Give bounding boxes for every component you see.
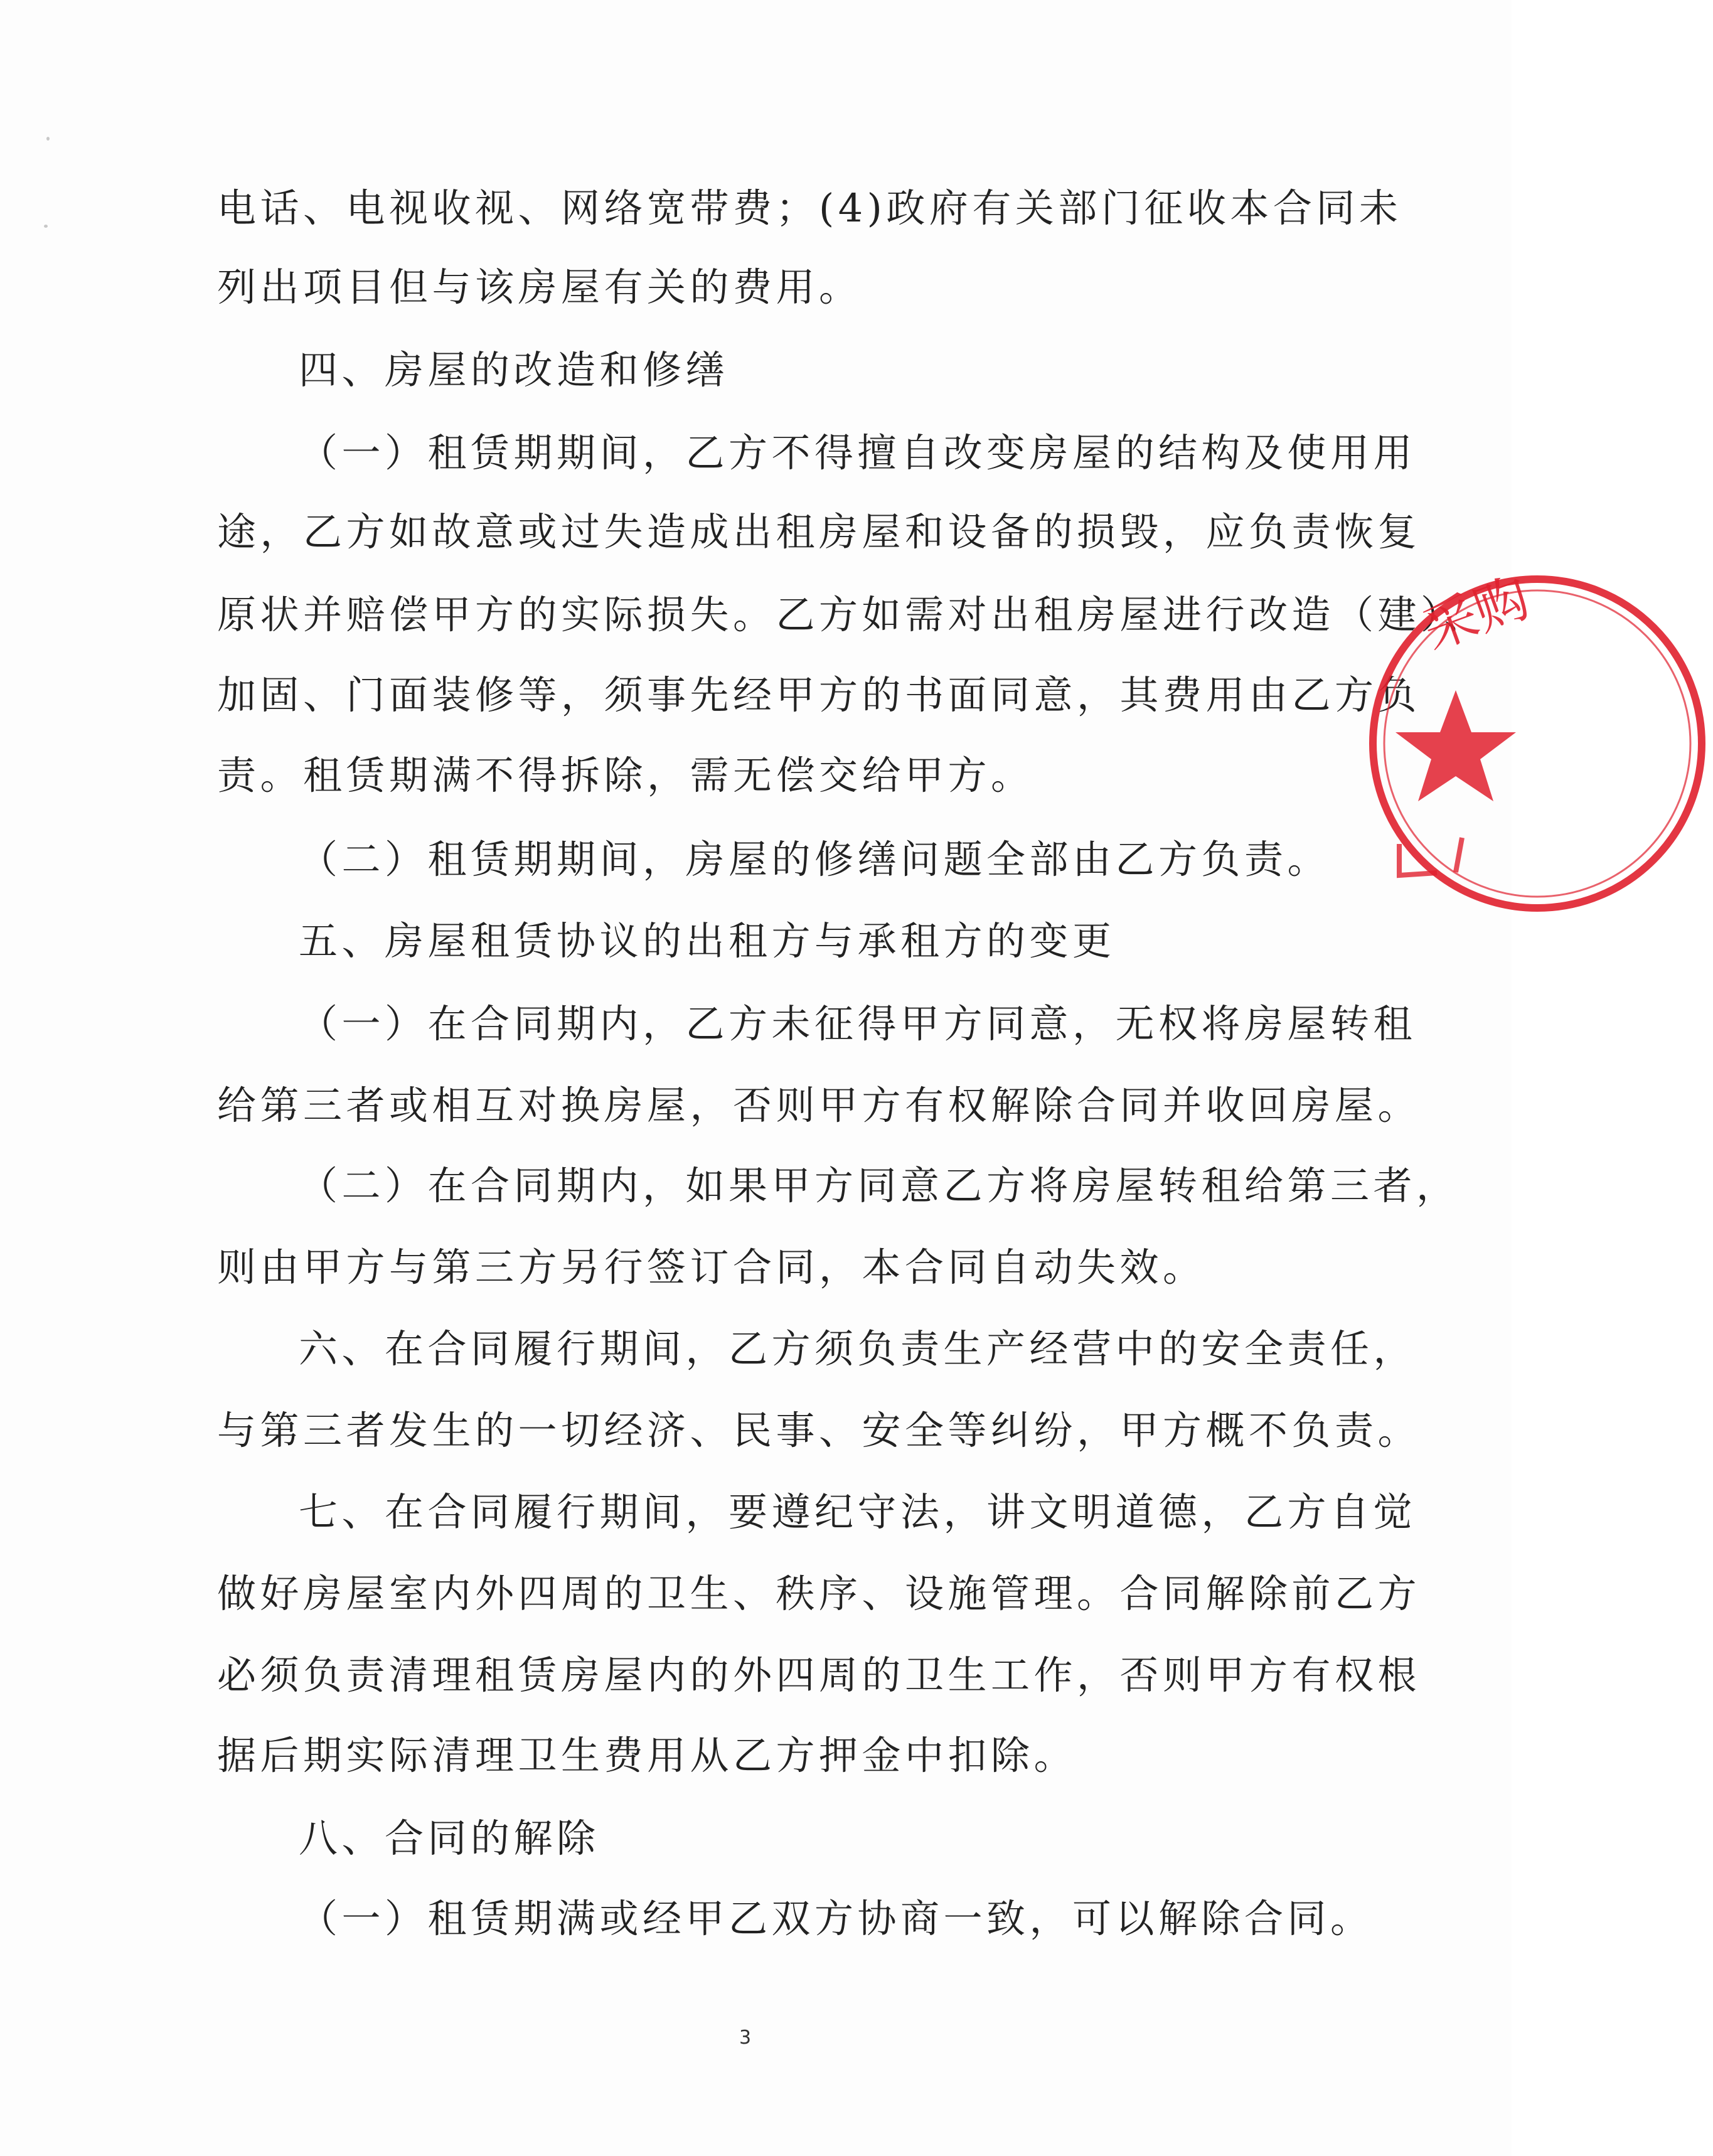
text-line: （二）租赁期期间，房屋的修缮问题全部由乙方负责。: [299, 836, 1331, 882]
scan-artifact: [46, 137, 50, 141]
section-heading: 七、在合同履行期间，要遵纪守法，讲文明道德，乙方自觉: [299, 1489, 1417, 1535]
page-number: 3: [739, 2027, 752, 2049]
text-line: 责。租赁期满不得拆除，需无偿交给甲方。: [217, 752, 1034, 798]
text-line: 则由甲方与第三方另行签订合同，本合同自动失效。: [217, 1244, 1206, 1290]
text-line: （一）租赁期满或经甲乙双方协商一致，可以解除合同。: [299, 1896, 1374, 1941]
text-line: （二）在合同期内，如果甲方同意乙方将房屋转租给第三者，: [299, 1163, 1460, 1209]
text-line: 给第三者或相互对换房屋，否则甲方有权解除合同并收回房屋。: [217, 1082, 1421, 1128]
section-heading: 六、在合同履行期间，乙方须负责生产经营中的安全责任，: [299, 1326, 1417, 1372]
red-seal-stamp: [1362, 565, 1713, 919]
text-line: （一）在合同期内，乙方未征得甲方同意，无权将房屋转租: [299, 1001, 1417, 1047]
text-line: 必须负责清理租赁房屋内的外四周的卫生工作，否则甲方有权根: [217, 1652, 1421, 1698]
seal-text: 采购: [1414, 565, 1538, 662]
text-line: 电话、电视收视、网络宽带费；(4)政府有关部门征收本合同未: [217, 185, 1402, 231]
scan-artifact: [44, 225, 48, 228]
section-heading: 四、房屋的改造和修缮: [299, 347, 729, 393]
section-heading: 五、房屋租赁协议的出租方与承租方的变更: [299, 918, 1116, 964]
text-line: （一）租赁期期间，乙方不得擅自改变房屋的结构及使用用: [299, 430, 1417, 476]
text-line: 途，乙方如故意或过失造成出租房屋和设备的损毁，应负责恢复: [217, 509, 1421, 555]
text-line: 做好房屋室内外四周的卫生、秩序、设施管理。合同解除前乙方: [217, 1571, 1421, 1616]
text-line: 与第三者发生的一切经济、民事、安全等纠纷，甲方概不负责。: [217, 1407, 1421, 1453]
text-line: 据后期实际清理卫生费用从乙方押金中扣除。: [217, 1732, 1077, 1778]
section-heading: 八、合同的解除: [299, 1815, 600, 1861]
text-line: 加固、门面装修等，须事先经甲方的书面同意，其费用由乙方负: [217, 672, 1421, 718]
text-line: 列出项目但与该房屋有关的费用。: [217, 264, 862, 310]
star-icon: [1395, 690, 1516, 801]
text-line: 原状并赔偿甲方的实际损失。乙方如需对出租房屋进行改造（建）、: [217, 592, 1488, 638]
